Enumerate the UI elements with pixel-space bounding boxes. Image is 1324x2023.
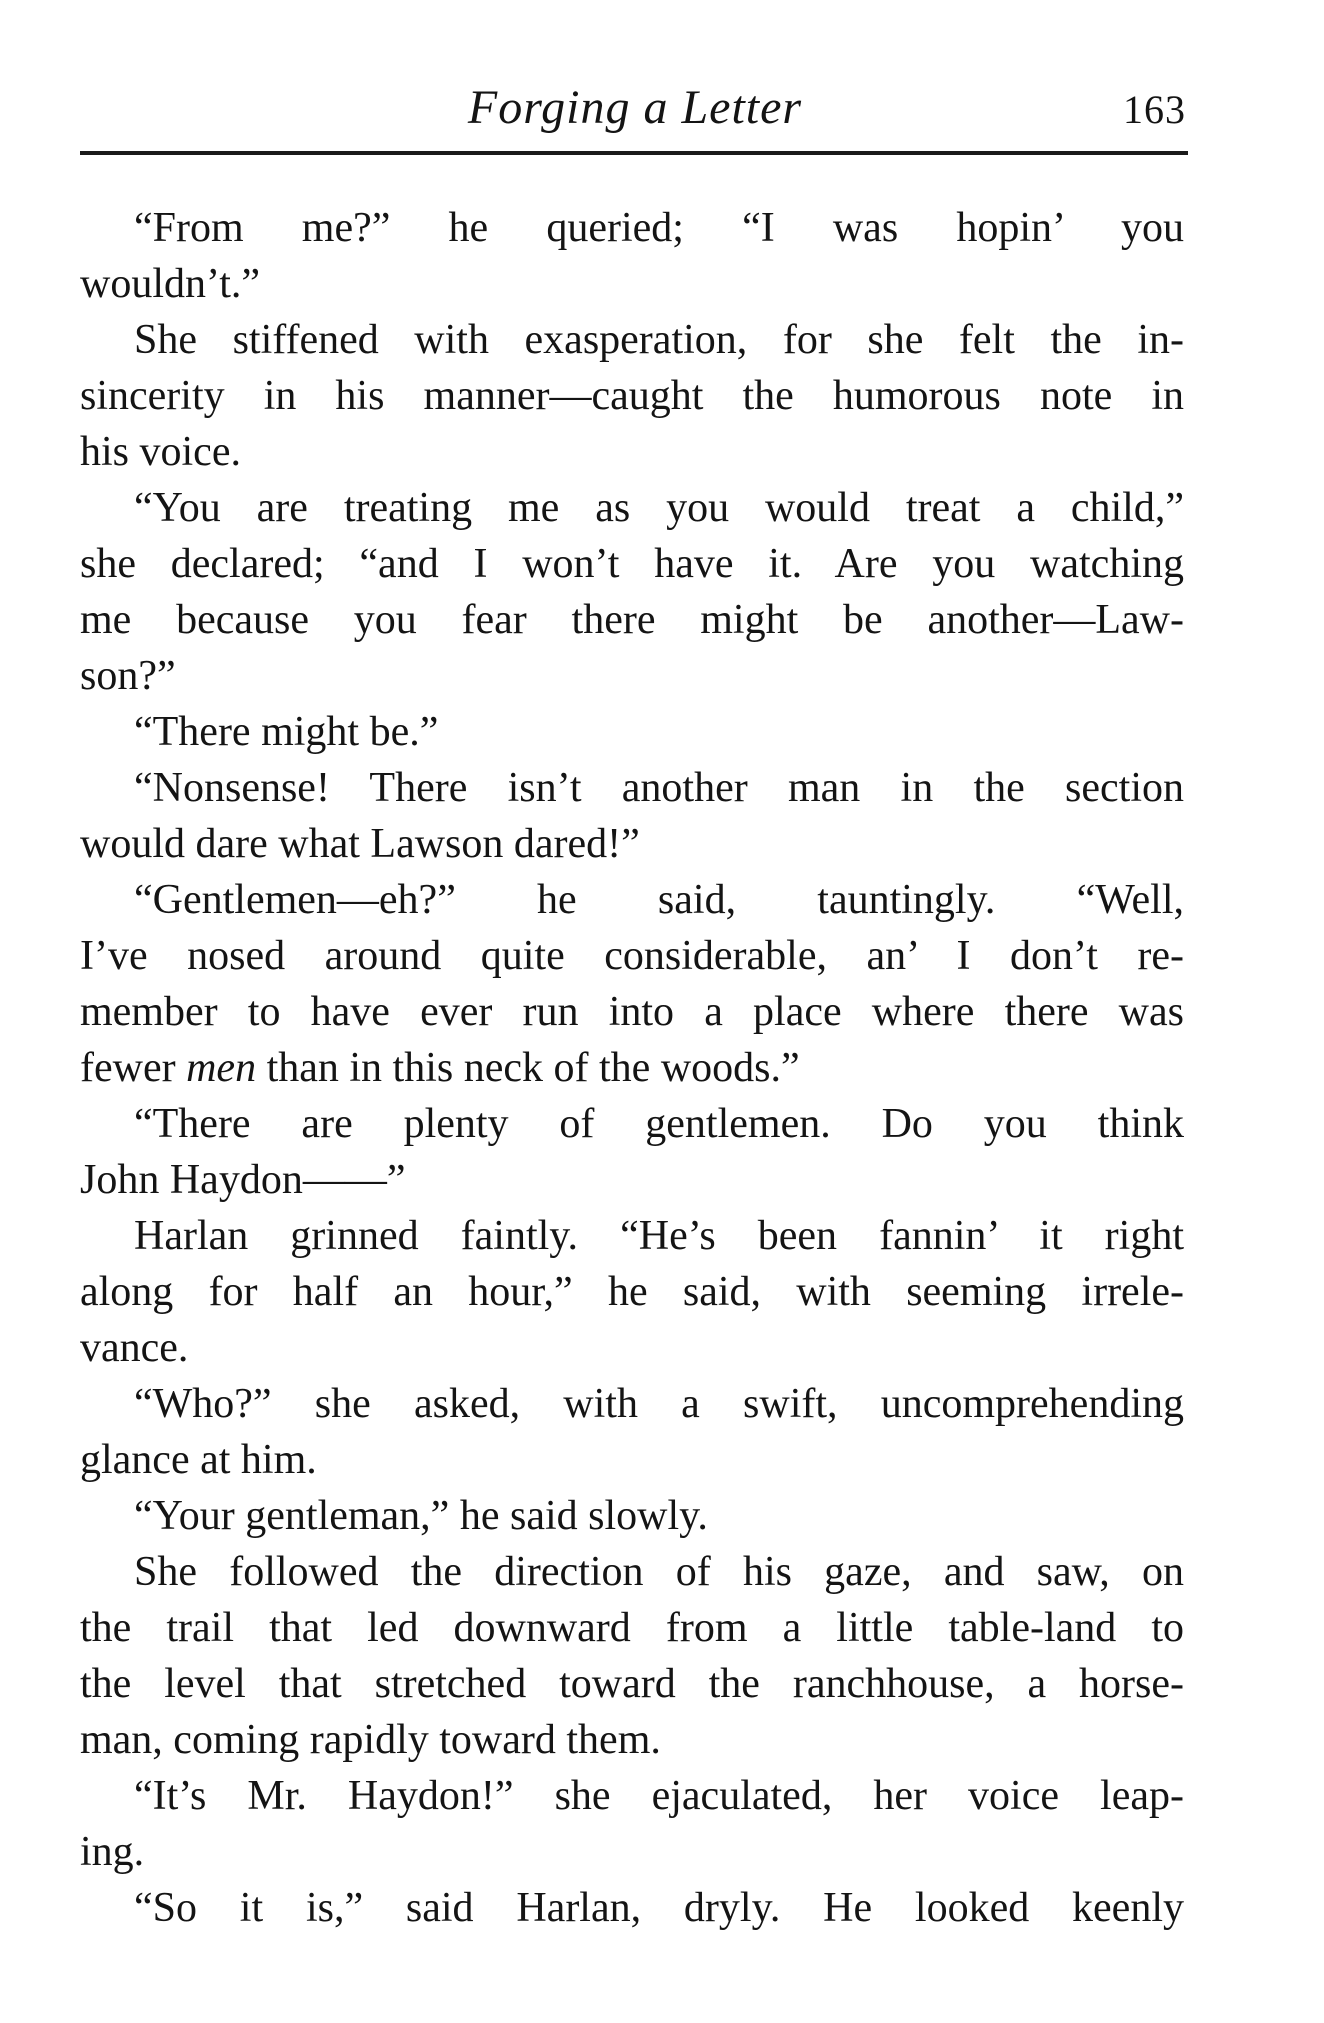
text-line: vance.	[80, 1325, 189, 1371]
text-line-with-emphasis	[80, 1040, 1184, 1096]
text-line: man, coming rapidly toward them.	[80, 1717, 661, 1763]
running-head	[84, 72, 1186, 142]
text-line: I’ve nosed around quite considerable, an’ I don’t re-	[80, 933, 1184, 979]
text-line: the trail that led downward from a little table-land to	[80, 1605, 1184, 1651]
text-line: me because you fear there might be another—Law-	[80, 597, 1184, 643]
text-line: “Your gentleman,” he said slowly.	[134, 1493, 708, 1539]
text-line: member to have ever run into a place where there was	[80, 989, 1184, 1035]
text-line: “From me?” he queried; “I was hopin’ you	[134, 205, 1184, 251]
text-segment: fewer	[80, 1045, 187, 1091]
text-line: the level that stretched toward the ranchhouse, a horse-	[80, 1661, 1184, 1707]
text-line: along for half an hour,” he said, with seeming irrele-	[80, 1269, 1184, 1315]
running-title: Forging a Letter	[467, 81, 803, 134]
text-line: She stiffened with exasperation, for she felt the in-	[134, 317, 1184, 363]
text-segment: than in this neck of the woods.”	[256, 1045, 800, 1091]
text-line: “Gentlemen—eh?” he said, tauntingly. “Well,	[134, 877, 1184, 923]
page-number: 163	[1123, 87, 1186, 132]
text-line: “You are treating me as you would treat a child,”	[134, 485, 1184, 531]
text-line: glance at him.	[80, 1437, 317, 1483]
text-line: “It’s Mr. Haydon!” she ejaculated, her voice leap-	[134, 1773, 1184, 1819]
text-line: his voice.	[80, 429, 241, 475]
text-line: would dare what Lawson dared!”	[80, 821, 640, 867]
emphasized-word: men	[186, 1045, 257, 1091]
text-line: son?”	[80, 653, 176, 699]
text-line: “Who?” she asked, with a swift, uncomprehending	[134, 1381, 1184, 1427]
text-line: “There might be.”	[134, 709, 439, 755]
header-rule	[80, 151, 1188, 155]
body-text	[80, 200, 1184, 1936]
text-line: John Haydon——”	[80, 1157, 406, 1203]
text-line: She followed the direction of his gaze, and saw, on	[134, 1549, 1184, 1595]
text-line: she declared; “and I won’t have it. Are you watching	[80, 541, 1184, 587]
text-line: wouldn’t.”	[80, 261, 261, 307]
text-line: “Nonsense! There isn’t another man in the section	[134, 765, 1184, 811]
text-line: sincerity in his manner—caught the humorous note in	[80, 373, 1184, 419]
text-line: “So it is,” said Harlan, dryly. He looked keenly	[134, 1885, 1184, 1931]
text-line: “There are plenty of gentlemen. Do you think	[134, 1101, 1184, 1147]
text-line: ing.	[80, 1829, 145, 1875]
text-line: Harlan grinned faintly. “He’s been fannin’ it right	[134, 1213, 1184, 1259]
